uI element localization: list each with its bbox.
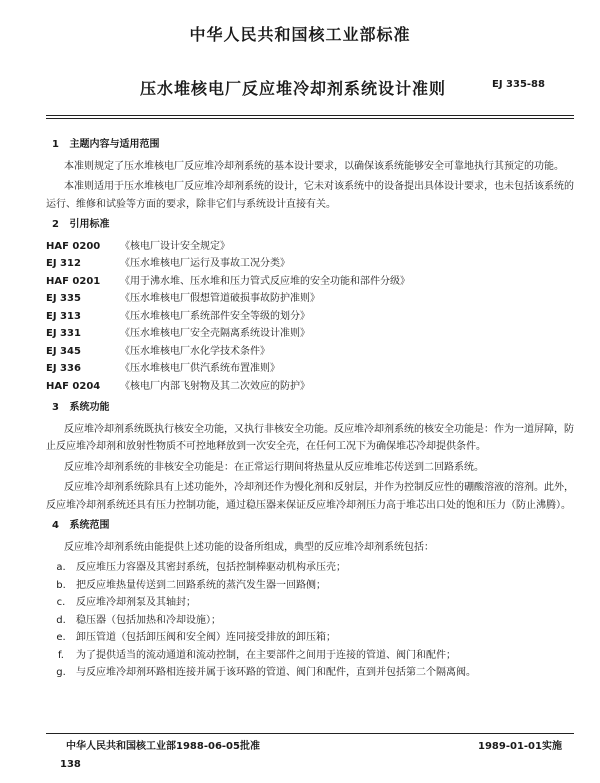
- page-number: 138: [60, 759, 81, 770]
- reference-name: 《核电厂设计安全规定》: [120, 240, 230, 252]
- reference-item: [46, 378, 574, 396]
- reference-item: [46, 255, 574, 273]
- section-number: 3: [52, 402, 59, 413]
- reference-name: 《压水堆核电厂安全壳隔离系统设计准则》: [120, 328, 310, 339]
- document-title: 压水堆核电厂反应堆冷却剂系统设计准则: [140, 79, 447, 98]
- reference-name: 《压水堆核电厂系统部件安全等级的划分》: [120, 310, 310, 322]
- reference-code: EJ 313: [46, 310, 81, 322]
- reference-item: [46, 360, 574, 378]
- scope-list: [46, 559, 574, 682]
- section-2-heading: [52, 216, 574, 234]
- list-item: [46, 647, 574, 665]
- section-number: 1: [52, 139, 59, 150]
- section-1-heading: [52, 136, 574, 154]
- list-label: e.: [56, 632, 66, 643]
- reference-item: [46, 238, 574, 256]
- list-label: b.: [56, 579, 66, 591]
- standard-code: EJ 335-88: [492, 79, 545, 90]
- reference-name: 《用于沸水堆、压水堆和压力管式反应堆的安全功能和部件分级》: [120, 275, 410, 287]
- section-title: 主题内容与适用范围: [69, 139, 160, 150]
- footer-effective-date: 1989-01-01实施: [478, 741, 562, 752]
- header-rule: [46, 115, 574, 116]
- header-rule-thin: [46, 118, 574, 119]
- list-text: 卸压管道（包括卸压阀和安全阀）连同接受排放的卸压箱；: [76, 632, 336, 643]
- paragraph: 反应堆冷却剂系统除具有上述功能外，冷却剂还作为慢化剂和反射层，并作为控制反应性的硼酸溶液的溶剂。此外，反应堆冷却剂系统还具有压力控制功能，通过稳压器来保证反应堆冷却剂压力高于堆芯出口处的饱和压力（防止沸腾）。: [46, 482, 574, 511]
- reference-item: [46, 325, 574, 343]
- list-item: [46, 577, 574, 595]
- paragraph: 反应堆冷却剂系统既执行核安全功能，又执行非核安全功能。反应堆冷却剂系统的核安全功能是：作为一道屏障，防止反应堆冷却剂和放射性物质不可控地释放到一次安全壳，在任何工况下为确保堆芯冷却提供条件。: [46, 423, 574, 452]
- section-title: 系统功能: [69, 402, 110, 413]
- reference-code: EJ 331: [46, 328, 81, 339]
- reference-code: EJ 312: [46, 258, 81, 269]
- reference-name: 《压水堆核电厂假想管道破损事故防护准则》: [120, 293, 320, 304]
- list-item: [46, 664, 574, 682]
- list-label: d.: [56, 614, 66, 626]
- reference-name: 《核电厂内部飞射物及其二次效应的防护》: [120, 380, 310, 392]
- list-text: 反应堆压力容器及其密封系统，包括控制棒驱动机构承压壳；: [76, 562, 346, 573]
- section-3-heading: [52, 399, 574, 417]
- reference-name: 《压水堆核电厂水化学技术条件》: [120, 345, 270, 357]
- section-number: 4: [52, 520, 59, 531]
- list-label: f.: [58, 649, 64, 661]
- reference-item: [46, 343, 574, 361]
- reference-list: [46, 238, 574, 396]
- list-label: c.: [56, 597, 66, 608]
- list-text: 稳压器（包括加热和冷却设施）；: [76, 614, 221, 626]
- reference-item: [46, 273, 574, 291]
- list-item: [46, 612, 574, 630]
- list-text: 反应堆冷却剂泵及其轴封；: [76, 597, 196, 608]
- footer-rule: [46, 733, 574, 734]
- paragraph: 反应堆冷却剂系统的非核安全功能是：在正常运行期间将热量从反应堆堆芯传送到二回路系统。: [64, 461, 484, 473]
- reference-name: 《压水堆核电厂运行及事故工况分类》: [120, 258, 290, 269]
- section-number: 2: [52, 219, 59, 230]
- list-text: 与反应堆冷却剂环路相连接并属于该环路的管道、阀门和配件，直到并包括第二个隔离阀。: [76, 667, 476, 678]
- section-title: 系统范围: [69, 520, 110, 531]
- reference-code: HAF 0200: [46, 240, 101, 252]
- reference-item: [46, 290, 574, 308]
- reference-code: HAF 0201: [46, 275, 101, 287]
- list-item: [46, 629, 574, 647]
- document-body: [46, 134, 574, 682]
- paragraph: 本准则规定了压水堆核电厂反应堆冷却剂系统的基本设计要求，以确保该系统能够安全可靠地执行其预定的功能。: [64, 160, 564, 172]
- reference-code: HAF 0204: [46, 380, 101, 392]
- section-title: 引用标准: [69, 219, 110, 230]
- list-label: g.: [56, 667, 66, 678]
- list-item: [46, 559, 574, 577]
- reference-code: EJ 336: [46, 363, 81, 374]
- footer-approval: 中华人民共和国核工业部1988-06-05批准: [66, 741, 260, 752]
- paragraph: 本准则适用于压水堆核电厂反应堆冷却剂系统的设计，它未对该系统中的设备提出具体设计要求，也未包括该系统的运行、维修和试验等方面的要求，除非它们与系统设计直接有关。: [46, 181, 574, 210]
- list-text: 把反应堆热量传送到二回路系统的蒸汽发生器一回路侧；: [76, 579, 326, 591]
- reference-item: [46, 308, 574, 326]
- list-label: a.: [56, 562, 66, 573]
- reference-name: 《压水堆核电厂供汽系统布置准则》: [120, 363, 280, 374]
- paragraph: 反应堆冷却剂系统由能提供上述功能的设备所组成，典型的反应堆冷却剂系统包括：: [64, 541, 434, 553]
- reference-code: EJ 335: [46, 293, 81, 304]
- header-org: 中华人民共和国核工业部标准: [189, 25, 411, 44]
- list-text: 为了提供适当的流动通道和流动控制，在主要部件之间用于连接的管道、阀门和配件；: [76, 649, 456, 661]
- reference-code: EJ 345: [46, 345, 81, 357]
- list-item: [46, 594, 574, 612]
- section-4-heading: [52, 517, 574, 535]
